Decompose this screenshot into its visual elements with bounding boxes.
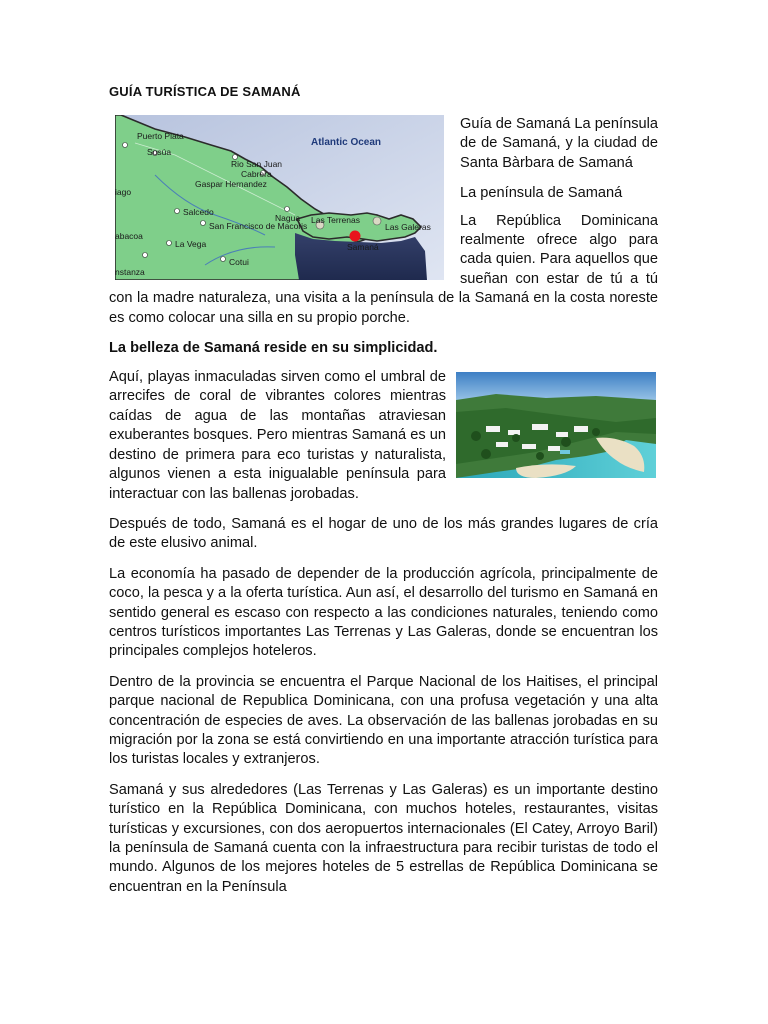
map-label-santiago: iago [115, 187, 132, 197]
map-label-gaspar-hernandez: Gaspar Hernandez [195, 179, 267, 189]
intro-paragraph: Guía de Samaná La península de de Samaná, y la ciudad de Santa Bàrbara de Samaná [460, 116, 658, 171]
map-label-cotui: Cotui [229, 257, 249, 267]
document-page [109, 84, 658, 908]
map-label-las-galeras: Las Galeras [385, 222, 431, 232]
map-label-puerto-plata: Puerto Plata [137, 131, 184, 141]
map-label-atlantic-ocean: Atlantic Ocean [311, 137, 382, 148]
map-label-salcedo: Salcedo [183, 207, 214, 217]
map-label-las-terrenas: Las Terrenas [311, 215, 360, 225]
map-label-la-vega: La Vega [175, 239, 207, 249]
map-label-jarabacoa: abacoa [115, 231, 143, 241]
map-label-sosua: Sosúa [147, 147, 172, 157]
paragraph-4: La economía ha pasado de depender de la producción agrícola, principalmente de coco, la pesca y a la oferta turística. Aun así, el desarrollo del turismo en Samaná en sentido general es escaso con respecto a las condiciones naturales, teniendo como centros turísticos importantes Las Terrenas y Las Galeras, donde se encuentran los principales complejos hoteleros. [109, 565, 658, 660]
map-label-cabrera: Cabrera [241, 169, 272, 179]
document-title: GUÍA TURÍSTICA DE SAMANÁ [109, 84, 301, 99]
map-label-san-francisco: San Francisco de Macoris [209, 221, 308, 231]
subtitle-paragraph: La península de Samaná [460, 185, 623, 202]
map-label-rio-san-juan: Rio San Juan [231, 159, 283, 169]
map-label-samana: Samaná [347, 242, 379, 252]
paragraph-3: Después de todo, Samaná es el hogar de uno de los más grandes lugares de cría de este elusivo animal. [109, 515, 658, 552]
section-heading: La belleza de Samaná reside en su simplicidad. [109, 340, 438, 357]
paragraph-6: Samaná y sus alrededores (Las Terrenas y Las Galeras) es un importante destino turístico en la República Dominicana, con muchos hoteles, restaurantes, visitas turísticas y excursiones, con dos aeropuertos internacionales (El Catey, Arroyo Baril) la península de Samaná cuenta con la infraestructura para recibir turistas de todo el mundo. Algunos de los mejores hoteles de 5 estrellas de República Dominicana se encuentran en la Península [109, 781, 658, 895]
paragraph-5: Dentro de la provincia se encuentra el Parque Nacional de los Haitises, el principal parque nacional de Republica Dominicana, con una profusa vegetación y una alta concentración de especies de aves. La observación de las ballenas jorobadas en su migración por la zona se está convirtiendo en una importante atracción turística para los turistas locales y extranjeros. [109, 673, 658, 768]
resort-photo [456, 372, 656, 478]
map-label-nagua: Nagua [275, 213, 301, 223]
map-label-constanza: nstanza [115, 267, 145, 277]
paragraph-1: La República Dominicana realmente ofrece algo para cada quien. Para aquellos que sueñan con estar de tú a tú con la madre naturaleza, una visita a la península de la Samaná en la costa noreste es como colocar una silla en su propio porche. [109, 212, 658, 326]
paragraph-2: Aquí, playas inmaculadas sirven como el umbral de arrecifes de coral de vibrantes colores mientras caídas de agua de las montañas atraviesan exuberantes bosques. Pero mientras Samaná es un destino de primera para eco turistas y naturalista, algunos vienen a esta inigualable península para interactuar con las ballenas jorobadas. [109, 369, 446, 502]
samana-map-image [115, 115, 444, 280]
